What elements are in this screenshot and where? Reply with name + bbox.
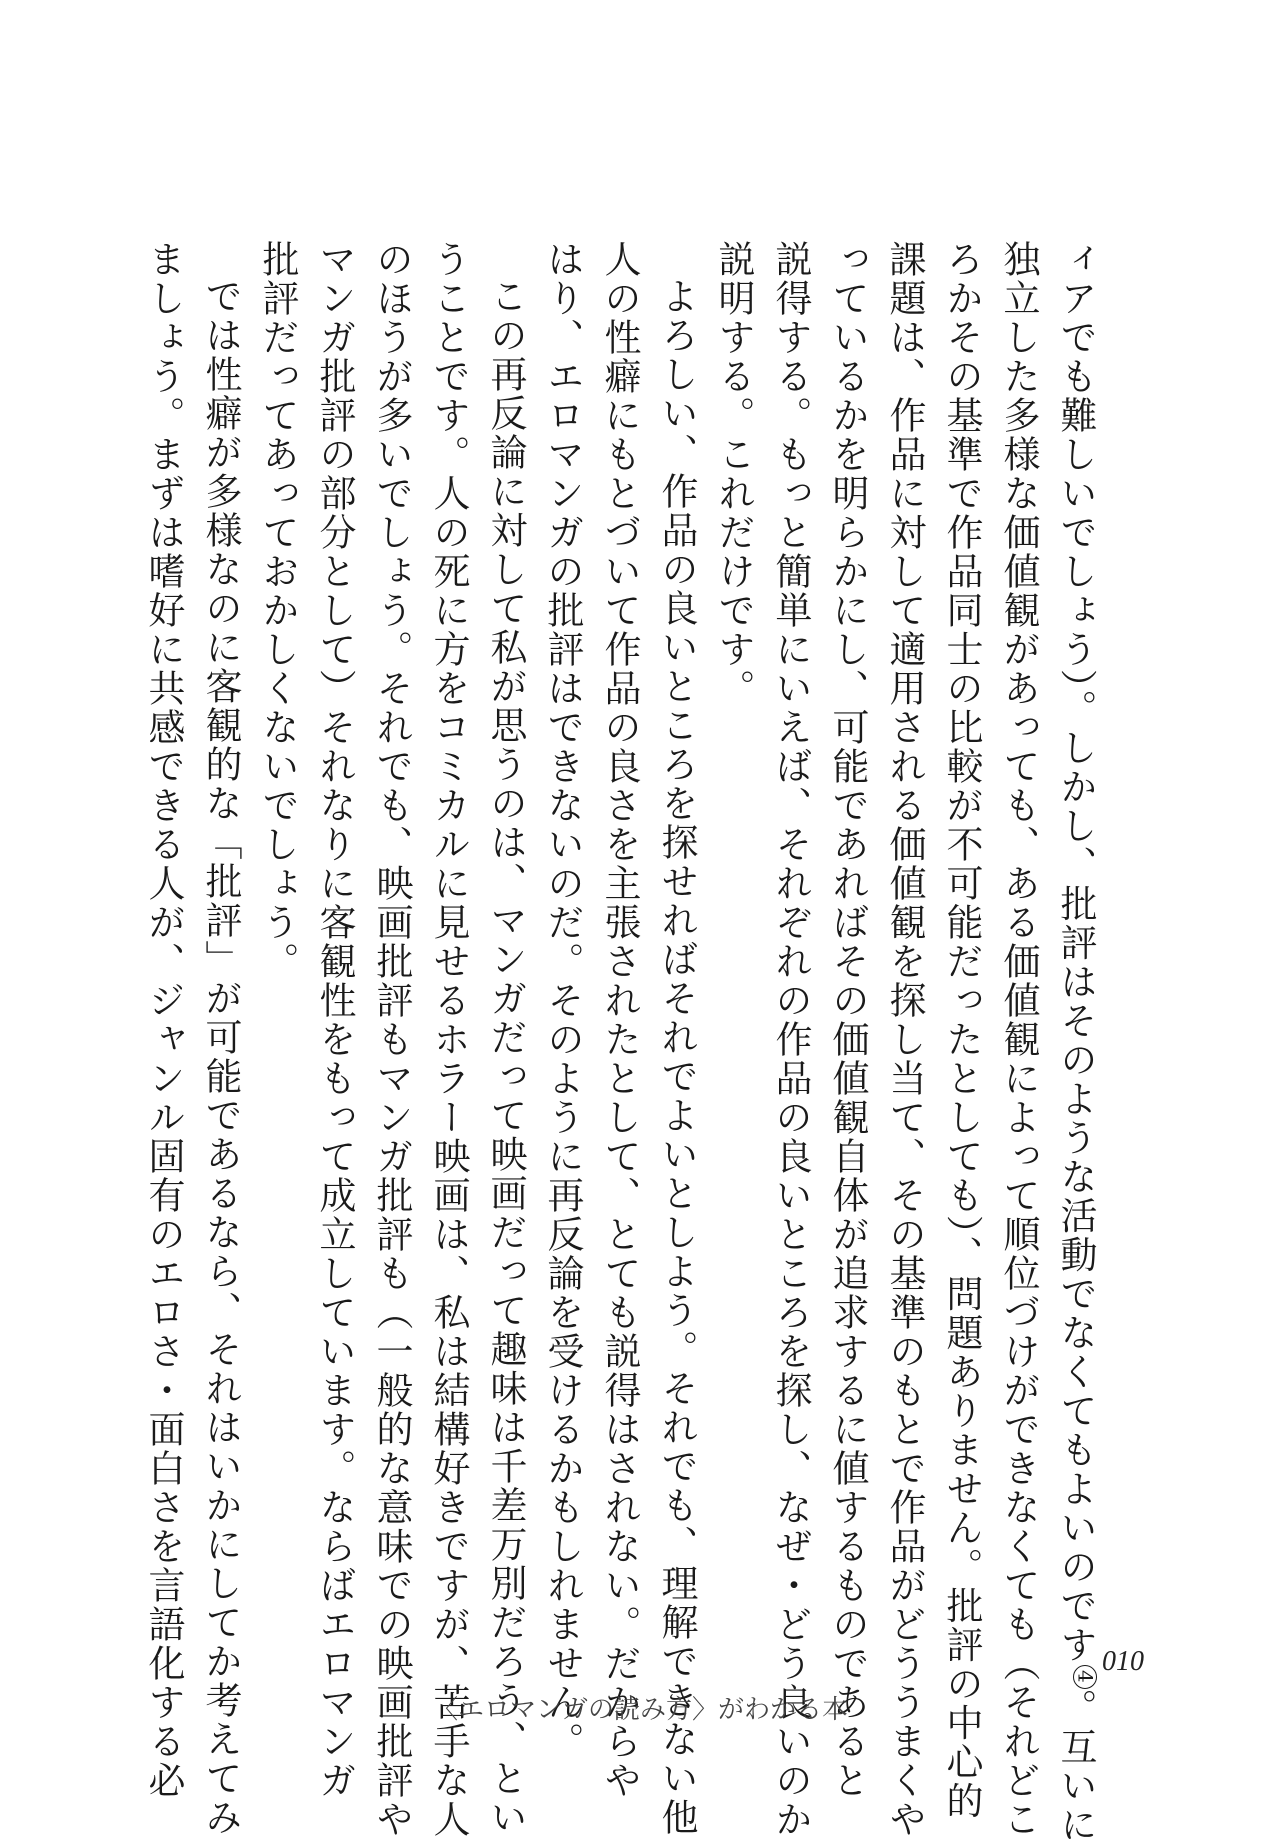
text-line: うことです。人の死に方をコミカルに見せるホラー映画は、私は結構好きですが、苦手な人 <box>427 240 470 1839</box>
text-line: のほうが多いでしょう。それでも、映画批評もマンガ批評も（一般的な意味での映画批評や <box>370 240 413 1839</box>
running-title: 〈エロマンガの読み方〉がわかる本 <box>431 1695 848 1725</box>
text-line: っているかを明らかにし、可能であればその価値観自体が追求するに値するものであると <box>826 240 869 1800</box>
text-line-head: ィアでも難しいでしょう）。しかし、批評はそのような活動でなくてもよいのです <box>1054 240 1097 1665</box>
text-line: 批評だってあっておかしくないでしょう。 <box>256 240 299 981</box>
page-number: 010 <box>1102 1646 1144 1677</box>
text-line: 説明する。これだけです。 <box>712 240 755 708</box>
text-line: はり、エロマンガの批評はできないのだ。そのように再反論を受けるかもしれません。 <box>541 240 584 1761</box>
text-line: 課題は、作品に対して適用される価値観を探し当て、その基準のもとで作品がどううまくや <box>883 240 926 1839</box>
text-line: 説得する。もっと簡単にいえば、それぞれの作品の良いところを探し、なぜ・どう良いのか <box>769 240 812 1839</box>
text-line: マンガ批評の部分として）それなりに客観性をもって成立しています。ならばエロマンガ <box>313 240 356 1800</box>
text-line: ろかその基準で作品同士の比較が不可能だったとしても）、問題ありません。批評の中心的 <box>940 240 983 1821</box>
text-line: 独立した多様な価値観があっても、ある価値観によって順位づけができなくても（それどこ <box>997 240 1040 1839</box>
paragraph-start-line: この再反論に対して私が思うのは、マンガだって映画だって趣味は千差万別だろう、とい <box>484 277 527 1837</box>
text-line-tail: 。互いに <box>1054 1688 1097 1845</box>
paragraph-start-line: よろしい、作品の良いところを探せればそれでよいとしよう。それでも、理解できない他 <box>655 277 698 1837</box>
text-line <box>1047 240 1104 1845</box>
note-marker: 4 <box>1073 1665 1097 1689</box>
text-line: ましょう。まずは嗜好に共感できる人が、ジャンル固有のエロさ・面白さを言語化する必 <box>142 240 185 1800</box>
text-line: 人の性癖にもとづいて作品の良さを主張されたとして、とても説得はされない。だからや <box>598 240 641 1800</box>
paragraph-start-line: では性癖が多様なのに客観的な「批評」が可能であるなら、それはいかにしてか考えてみ <box>199 277 242 1837</box>
